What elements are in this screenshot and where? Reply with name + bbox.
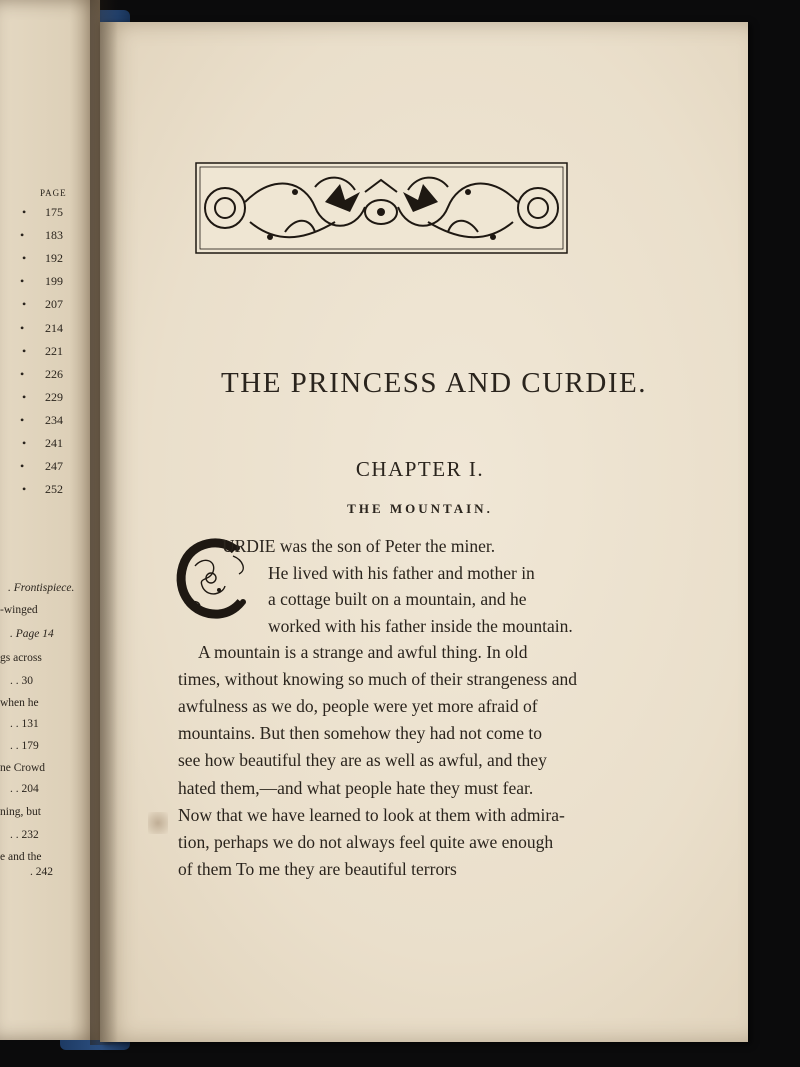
paragraph-1-line: worked with his father inside the mountain. [268, 616, 573, 636]
illustration-list-entry: e and the [0, 851, 42, 863]
illustration-list-entry: . . 131 [10, 718, 39, 730]
paragraph-2-line: Now that we have learned to look at them with admira- [178, 804, 565, 825]
paragraph-1-line: URDIE was the son of Peter the miner. [222, 536, 496, 556]
illustration-list-entry: . Frontispiece. [8, 582, 75, 594]
paragraph-2-line: see how beautiful they are as well as awful, and they [178, 750, 547, 771]
leader-dot: • [20, 459, 25, 474]
leader-dot: • [22, 482, 27, 497]
book-title: THE PRINCESS AND CURDIE. [221, 367, 647, 399]
page-column-label: PAGE [40, 188, 67, 198]
illustration-list-entry: . . 179 [10, 740, 39, 752]
paragraph-2-line: A mountain is a strange and awful thing. In old [198, 642, 528, 662]
illustration-list-entry: . . 30 [10, 675, 33, 687]
ornamental-headpiece [195, 162, 568, 254]
illustration-list-entry: . 242 [30, 866, 53, 878]
illustration-list-entry: . . 204 [10, 783, 39, 795]
paragraph-2-line: hated them,—and what people hate they must fear. [178, 777, 534, 798]
chapter-title: THE MOUNTAIN. [347, 501, 493, 516]
leader-dot: • [20, 320, 25, 335]
leader-dot: • [20, 366, 25, 381]
page-number: 207 [45, 297, 63, 312]
illustration-list-entry: gs across [0, 652, 42, 664]
illustration-list-entry: ne Crowd [0, 762, 46, 774]
page-number: 221 [45, 343, 63, 358]
illustration-list-entry: when he [0, 697, 39, 709]
page-number: 183 [45, 228, 63, 243]
left-page [0, 0, 100, 1040]
illustration-list-entry: . Page 14 [10, 628, 54, 640]
page-number: 241 [45, 436, 63, 450]
leader-dot: • [22, 205, 27, 219]
right-page [100, 22, 748, 1042]
illustration-list-entry: -winged [0, 604, 38, 616]
paragraph-1-line: a cottage built on a mountain, and he [268, 589, 527, 609]
illustration-list-entry: ning, but [0, 806, 41, 818]
leader-dot: • [20, 274, 25, 289]
paragraph-2-line: times, without knowing so much of their strangeness and [178, 669, 578, 690]
leader-dot: • [20, 412, 25, 427]
chapter-heading: CHAPTER I. [355, 457, 485, 481]
page-number: 192 [45, 251, 63, 266]
leader-dot: • [22, 343, 27, 358]
leader-dot: • [22, 436, 27, 450]
page-number: 234 [45, 412, 63, 427]
page-number: 214 [45, 320, 63, 335]
gutter-shadow [90, 0, 118, 1045]
paragraph-1-line: He lived with his father and mother in [268, 563, 535, 583]
paragraph-2-line: awfulness as we do, people were yet more afraid of [178, 696, 538, 717]
page-number: 247 [45, 459, 63, 474]
page-number: 229 [45, 389, 63, 404]
paragraph-2-line: tion, perhaps we do not always feel quite awe enough [178, 831, 554, 852]
page-number: 226 [45, 366, 63, 381]
leader-dot: • [22, 297, 27, 312]
leader-dot: • [22, 389, 27, 404]
leader-dot: • [20, 228, 25, 243]
illustration-list-entry: . . 232 [10, 829, 39, 841]
paragraph-2-line: mountains. But then somehow they had not come to [178, 723, 543, 744]
leader-dot: • [22, 251, 27, 266]
paragraph-2-line: of them To me they are beautiful terrors [178, 858, 457, 879]
page-smudge [148, 812, 168, 834]
page-number: 175 [45, 205, 63, 219]
page-number: 252 [45, 482, 63, 497]
page-number: 199 [45, 274, 63, 289]
